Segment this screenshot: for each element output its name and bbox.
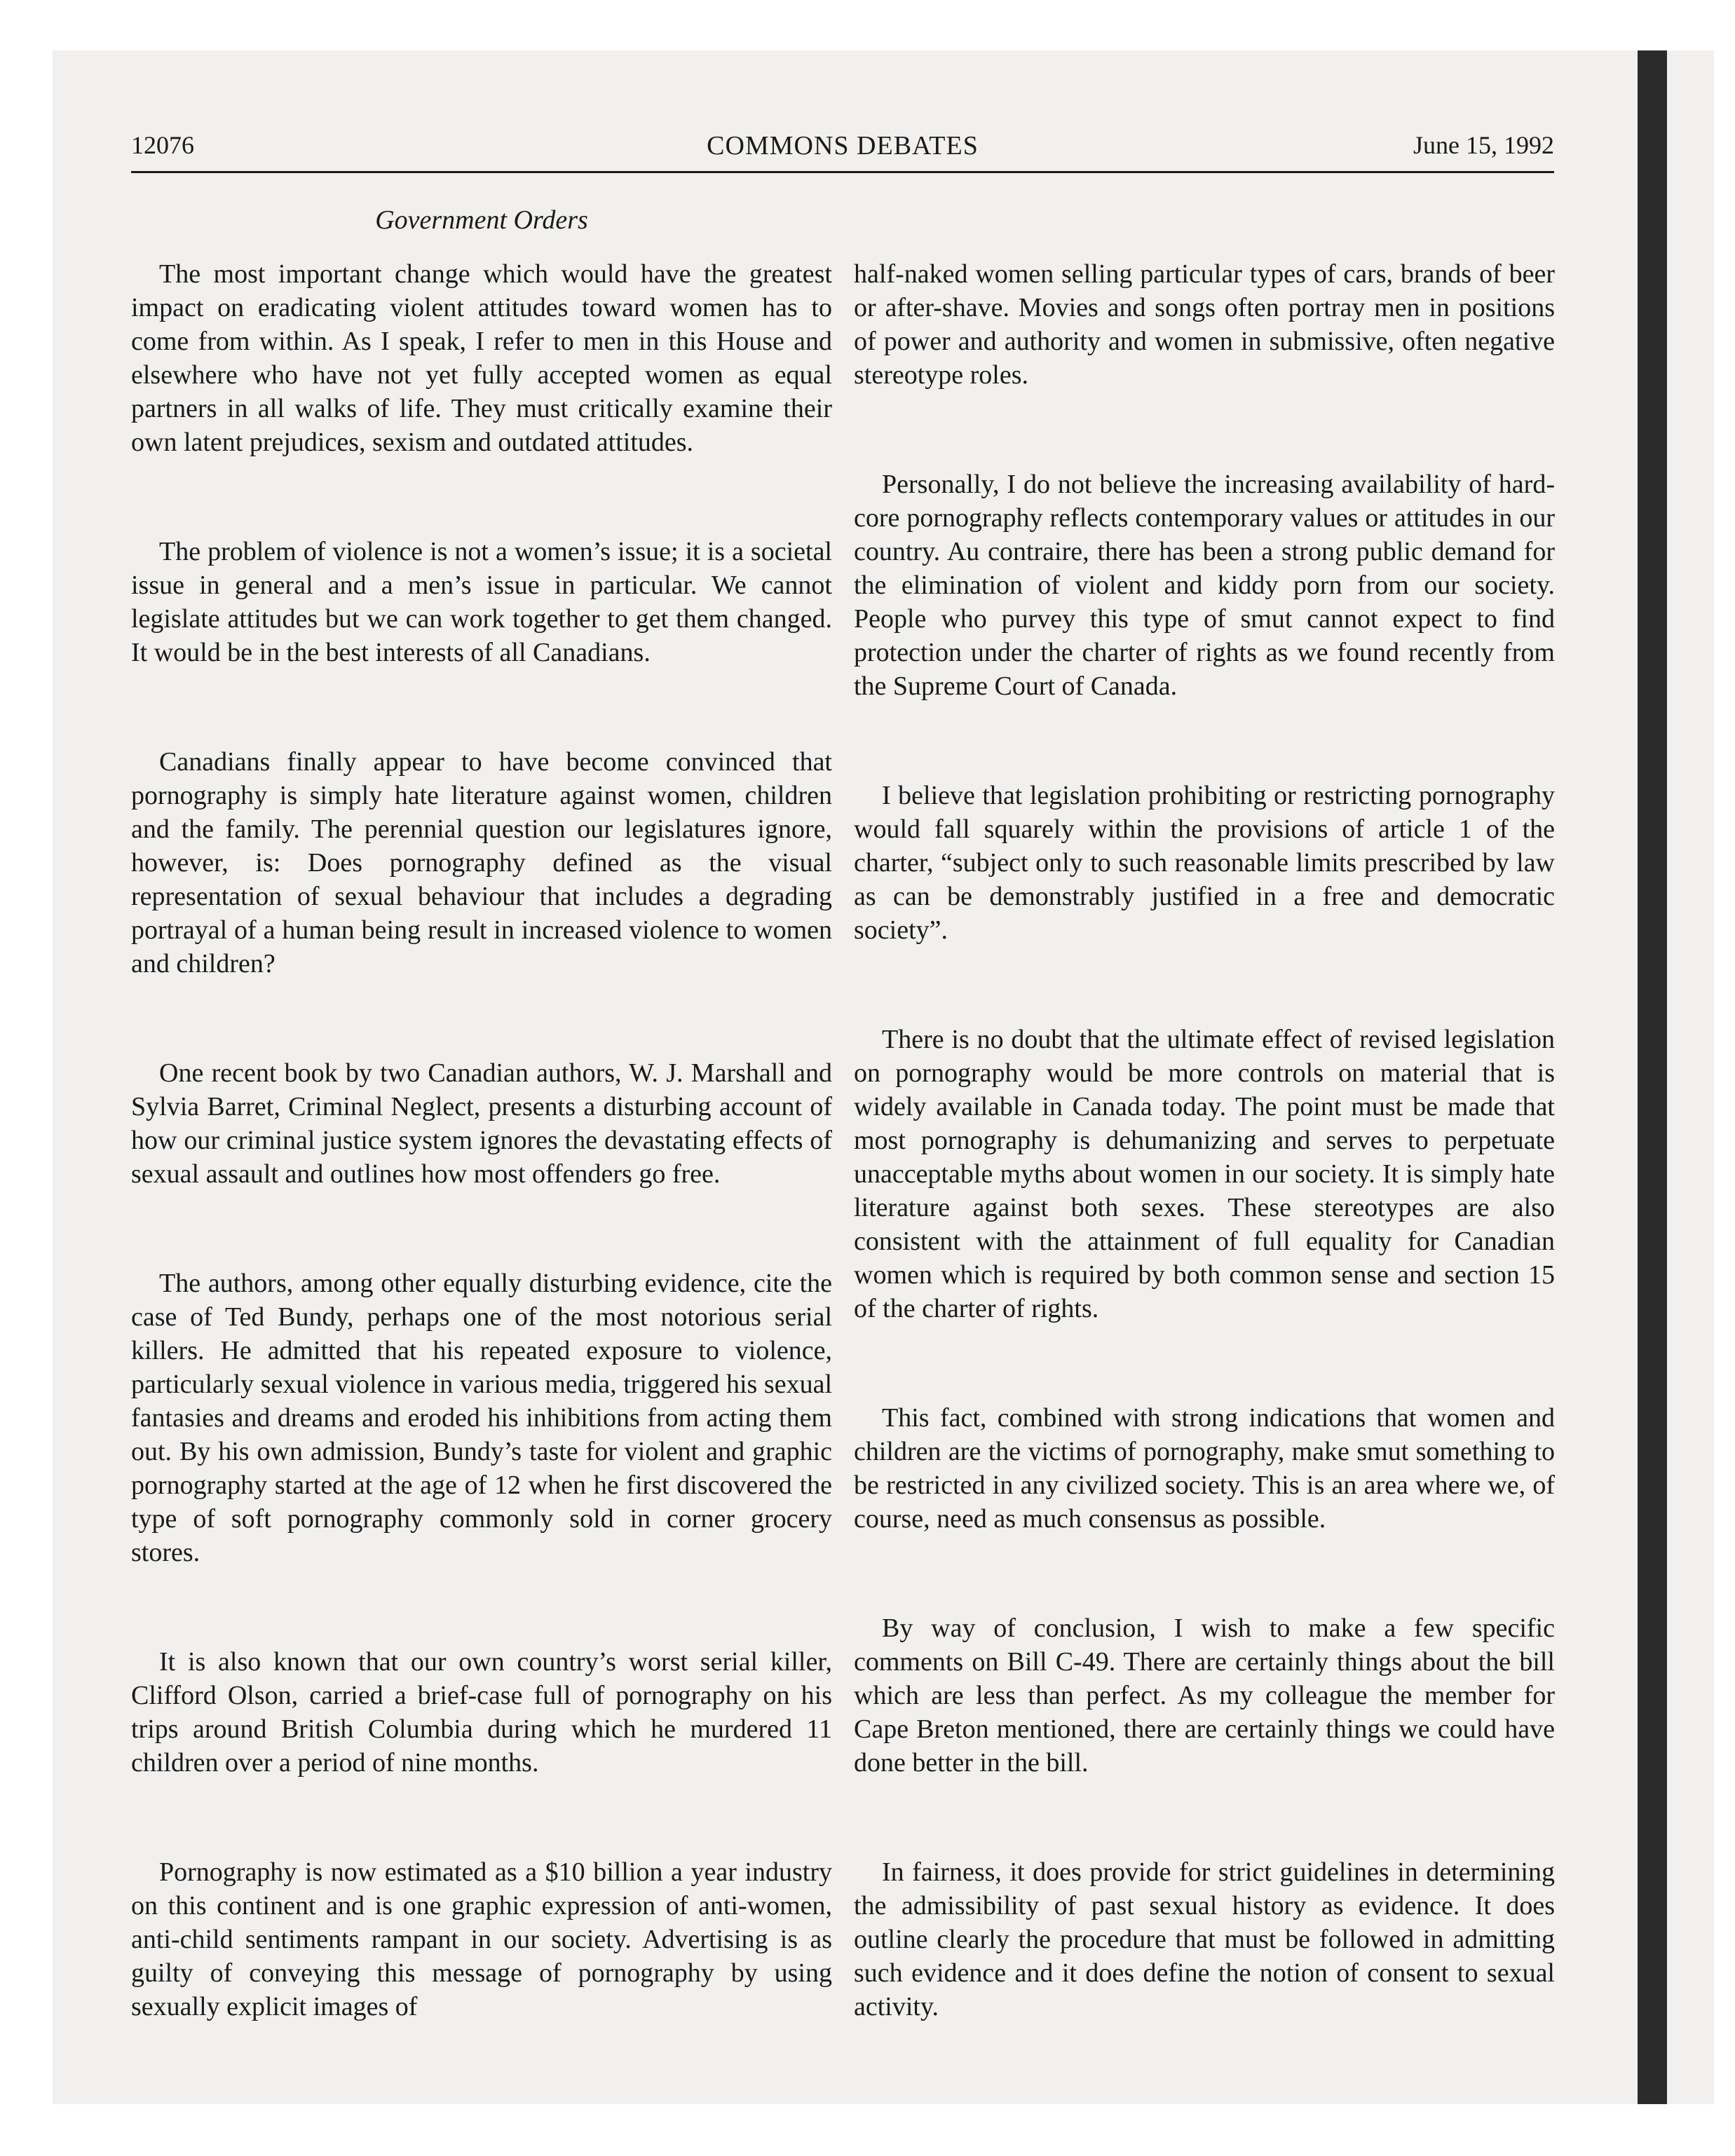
paragraph: I believe that legislation prohibiting or restricting pornography would fall squarely within the provisions of article 1 of the charter, “subject only to such reasonable limits prescribed by law as can be demonstrably justified in a free and democratic society”. — [854, 781, 1555, 945]
paragraph: It is also known that our own country’s worst serial killer, Clifford Olson, carried a brief-case full of pornography on his trips around British Columbia during which he murdered 11 children over a period of nine months. — [131, 1647, 832, 1778]
page-header — [131, 130, 1554, 167]
paragraph: There is no doubt that the ultimate effect of revised legislation on pornography would be more controls on material that is widely available in Canada today. The point must be made that most pornography is dehumanizing and serves to perpetuate unacceptable myths about women in our society. It is simply hate literature against both sexes. These stereotypes are also consistent with the attainment of full equality for Canadian women which is required by both common sense and section 15 of the charter of rights. — [854, 1025, 1555, 1323]
paragraph: The authors, among other equally disturbing evidence, cite the case of Ted Bundy, perhaps one of the most notorious serial killers. He admitted that his repeated exposure to violence, particularly sexual violence in various media, triggered his sexual fantasies and dreams and eroded his inhibitions from acting them out. By his own admission, Bundy’s taste for violent and graphic pornography started at the age of 12 when he first discovered the type of soft pornography commonly sold in corner grocery stores. — [131, 1269, 832, 1567]
page-number: 12076 — [131, 131, 194, 159]
paragraph: The most important change which would have the greatest impact on eradicating violent attitudes toward women has to come from within. As I speak, I refer to men in this House and elsewhere who have not yet fully accepted women as equal partners in all walks of life. They must critically examine their own latent prejudices, sexism and outdated attitudes. — [131, 259, 832, 457]
paragraph: By way of conclusion, I wish to make a few specific comments on Bill C-49. There are certainly things about the bill which are less than perfect. As my colleague the member for Cape Breton mentioned, there are certainly things we could have done better in the bill. — [854, 1613, 1555, 1778]
paragraph: Canadians finally appear to have become convinced that pornography is simply hate literature against women, children and the family. The perennial question our legislatures ignore, however, is: Does pornography defined as the visual representation of sexual behaviour that includes a degrading portrayal of a human being result in increased violence to women and children? — [131, 747, 832, 978]
paragraph: Personally, I do not believe the increasing availability of hard-core pornography reflects contemporary values or attitudes in our country. Au contraire, there has been a strong public demand for the elimination of violent and kiddy porn from our society. People who purvey this type of smut cannot expect to find protection under the charter of rights as we found recently from the Supreme Court of Canada. — [854, 470, 1555, 701]
paragraph: The problem of violence is not a women’s issue; it is a societal issue in general and a men’s issue in particular. We cannot legislate attitudes but we can work together to get them changed. It would be in the best interests of all Canadians. — [131, 537, 832, 667]
journal-title: COMMONS DEBATES — [707, 131, 979, 161]
scan-edge-shadow — [1638, 50, 1667, 2104]
header-rule — [131, 171, 1554, 173]
left-column — [131, 257, 832, 2099]
page-date: June 15, 1992 — [1413, 131, 1554, 159]
paragraph: In fairness, it does provide for strict guidelines in determining the admissibility of past sexual history as evidence. It does outline clearly the procedure that must be followed in admitting such evidence and it does define the notion of consent to sexual activity. — [854, 1857, 1555, 2021]
paragraph-continued: half-naked women selling particular types of cars, brands of beer or after-shave. Movies and songs often portray men in positions of power and authority and women in submissive, often negative stereotype roles. — [854, 259, 1555, 390]
paragraph: One recent book by two Canadian authors, W. J. Marshall and Sylvia Barret, Criminal Neglect, presents a disturbing account of how our criminal justice system ignores the devastating effects of sexual assault and outlines how most offenders go free. — [131, 1058, 832, 1189]
right-column — [854, 257, 1555, 2099]
section-heading: Government Orders — [375, 205, 588, 235]
paragraph: Pornography is now estimated as a $10 billion a year industry on this continent and is one graphic expression of anti-women, anti-child sentiments rampant in our society. Advertising is as guilty of conveying this message of pornography by using sexually explicit images of — [131, 1857, 832, 2021]
paragraph: This fact, combined with strong indications that women and children are the victims of pornography, make smut something to be restricted in any civilized society. This is an area where we, of course, need as much consensus as possible. — [854, 1403, 1555, 1534]
